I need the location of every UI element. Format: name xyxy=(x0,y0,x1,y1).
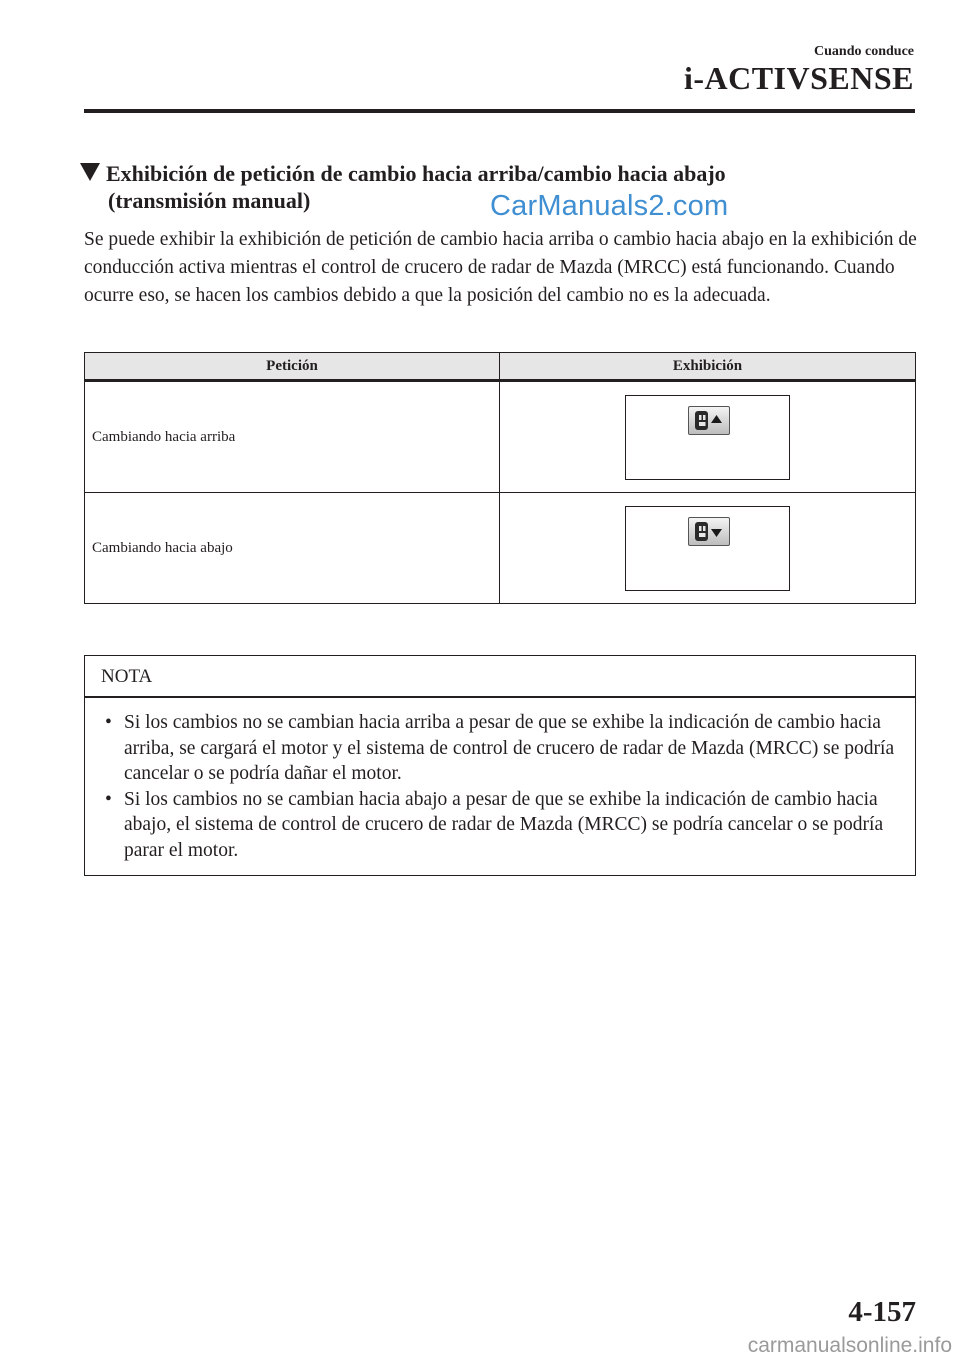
list-item xyxy=(101,787,901,864)
note-item-text: Si los cambios no se cambian hacia arriba a pesar de que se exhibe la indicación de cambio hacia arriba, se cargará el motor y el sistema de control de crucero de radar de Mazda (MRCC) se podría cancelar o se podría dañar el motor. xyxy=(124,712,895,784)
column-header-request: Petición xyxy=(85,353,500,381)
display-cell xyxy=(500,381,916,493)
bullet-icon: • xyxy=(105,712,112,733)
display-screen xyxy=(625,395,790,480)
bullet-icon: • xyxy=(105,788,112,810)
gear-shift-up-icon xyxy=(688,406,730,435)
heading-line-2: (transmisión manual) xyxy=(108,188,311,213)
running-header-chapter: i-ACTIVSENSE xyxy=(683,60,914,96)
column-header-display: Exhibición xyxy=(500,353,916,381)
gear-shift-down-icon xyxy=(688,517,730,546)
note-box xyxy=(84,655,916,876)
footer-watermark: carmanualsonline.info xyxy=(747,1334,952,1357)
intro-paragraph: Se puede exhibir la exhibición de petición de cambio hacia arriba o cambio hacia abajo en la exhibición de conducción activa mientras el control de crucero de radar de Mazda (MRCC) está funcionando. Cuando ocurre eso, se hacen los cambios debido a que la posición del cambio no es la adecuada. xyxy=(84,229,917,306)
list-item xyxy=(101,710,901,787)
request-label: Cambiando hacia arriba xyxy=(85,381,500,493)
display-cell xyxy=(500,493,916,604)
table-row xyxy=(85,381,916,493)
heading-line-1: Exhibición de petición de cambio hacia arriba/cambio hacia abajo xyxy=(106,161,726,186)
watermark-logo: CarManuals2.com xyxy=(490,190,729,222)
note-divider xyxy=(85,696,915,698)
display-screen xyxy=(625,506,790,591)
table-row xyxy=(85,493,916,604)
header-rule xyxy=(84,109,915,113)
running-header-section: Cuando conduce xyxy=(814,44,914,59)
note-item-text: Si los cambios no se cambian hacia abajo a pesar de que se exhibe la indicación de cambio hacia abajo, el sistema de control de crucero de radar de Mazda (MRCC) se podría cancelar o se podría parar el motor. xyxy=(124,788,884,861)
request-label: Cambiando hacia abajo xyxy=(85,493,500,604)
table-header-row xyxy=(85,353,916,381)
note-title: NOTA xyxy=(101,666,153,687)
request-display-table xyxy=(84,352,916,604)
note-list xyxy=(101,710,901,863)
page-number: 4-157 xyxy=(848,1296,916,1328)
triangle-bullet-icon xyxy=(80,163,100,181)
